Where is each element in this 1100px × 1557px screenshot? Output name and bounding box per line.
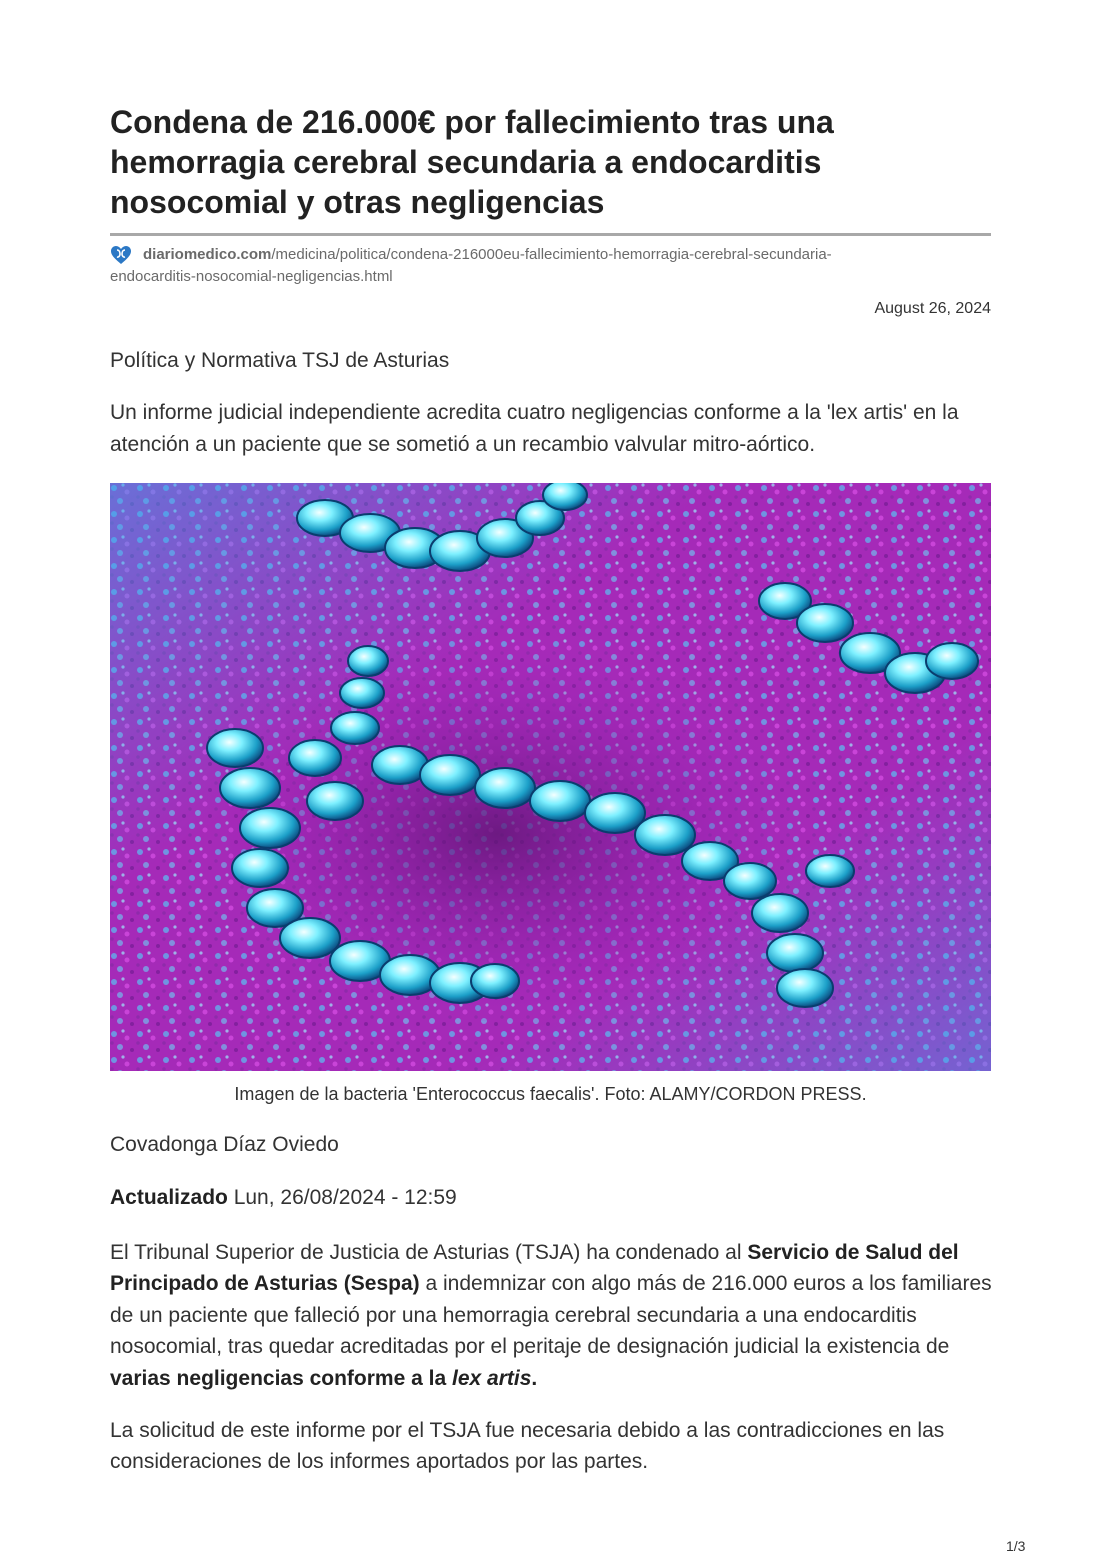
body-paragraph <box>110 1237 995 1394</box>
source-path-continued: endocarditis-nosocomial-negligencias.html <box>110 268 393 285</box>
image-caption: Imagen de la bacteria 'Enterococcus faecalis'. Foto: ALAMY/CORDON PRESS. <box>234 1084 867 1104</box>
italic-term: lex artis <box>451 1366 532 1390</box>
bacteria-image <box>110 483 991 1071</box>
updated-label: Actualizado <box>110 1186 228 1209</box>
author-name: Covadonga Díaz Oviedo <box>110 1133 339 1156</box>
body-paragraph: La solicitud de este informe por el TSJA fue necesaria debido a las contradicciones en las consideraciones de los informes aportados por las partes. <box>110 1419 945 1474</box>
bold-phrase: varias negligencias conforme a la <box>110 1366 452 1390</box>
title-divider <box>110 233 991 236</box>
paragraph-text: El Tribunal Superior de Justicia de Asturias (TSJA) ha condenado al <box>110 1241 748 1264</box>
publish-date: August 26, 2024 <box>874 300 991 317</box>
paragraph-text: a indemnizar con algo más de 216.000 euros a los familiares de un paciente que falleció por una hemorragia cerebral secundaria a una endocarditis nosocomial, tras quedar acreditadas por el peritaje de designación judicial la existencia de <box>110 1272 992 1359</box>
paragraph-bold-text: Servicio de Salud del Principado de Asturias (Sespa) <box>110 1241 959 1296</box>
section-label: Política y Normativa TSJ de Asturias <box>110 349 450 372</box>
source-url[interactable] <box>110 244 991 288</box>
diariomedico-logo-icon <box>110 245 132 265</box>
article-lead: Un informe judicial independiente acredita cuatro negligencias conforme a la 'lex artis' en la atención a un paciente que se sometió a un recambio valvular mitro-aórtico. <box>110 401 959 456</box>
source-domain: diariomedico.com <box>143 246 272 263</box>
article-title: Condena de 216.000€ por fallecimiento tras una hemorragia cerebral secundaria a endocarditis nosocomial y otras negligencias <box>110 104 834 220</box>
bold-punctuation: . <box>531 1366 538 1390</box>
updated-value: Lun, 26/08/2024 - 12:59 <box>227 1186 457 1209</box>
source-path: /medicina/politica/condena-216000eu-fallecimiento-hemorragia-cerebral-secundaria- <box>271 246 832 263</box>
page-number: 1/3 <box>1006 1538 1026 1554</box>
paragraph-bold-text <box>110 1367 537 1390</box>
updated-timestamp <box>110 1186 457 1210</box>
